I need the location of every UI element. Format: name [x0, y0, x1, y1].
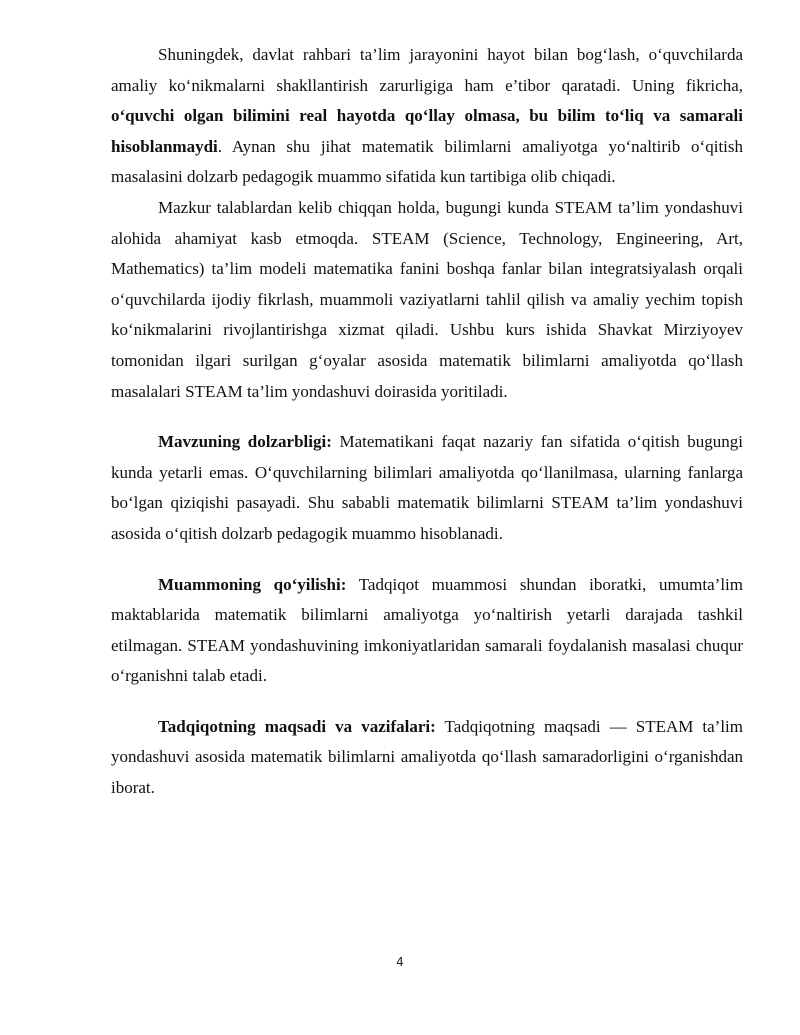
goals-text: Tadqiqotning maqsadi — STEAM ta’lim yondashuvi asosida matematik bilimlarni amaliyotda qo‘llash samaradorligini o‘rganishdan iborat.: [111, 716, 743, 798]
paragraph-relevance: [111, 427, 743, 549]
paragraph-intro: [111, 40, 743, 193]
paragraph-problem: [111, 570, 743, 692]
paragraph-intro-text-b: . Aynan shu jihat matematik bilimlarni amaliyotga yo‘naltirib o‘qitish masalasini dolzarb pedagogik muammo sifatida kun tartibiga olib chiqadi.: [111, 136, 743, 187]
goals-heading: Tadqiqotning maqsadi va vazifalari:: [158, 716, 436, 736]
page-number: 4: [396, 955, 404, 969]
problem-text: Tadqiqot muammosi shundan iboratki, umumta’lim maktablarida matematik bilimlarni amaliyotga yo‘naltirish yetarli darajada tashkil etilmagan. STEAM yondashuvining imkoniyatlaridan samarali foydalanish masalasi chuqur o‘rganishni talab etadi.: [111, 574, 743, 686]
paragraph-goals: [111, 712, 743, 804]
paragraph-intro-bold-quote: o‘quvchi olgan bilimini real hayotda qo‘llay olmasa, bu bilim to‘liq va samarali hisoblanmaydi: [111, 106, 743, 156]
paragraph-steam-text: Mazkur talablardan kelib chiqqan holda, bugungi kunda STEAM ta’lim yondashuvi alohida ahamiyat kasb etmoqda. STEAM (Science, Technology, Engineering, Art, Mathematics) ta’lim modeli matematika fanini boshqa fanlar bilan integratsiyalash orqali o‘quvchilarda ijodiy fikrlash, muammoli vaziyatlarni tahlil qilish va amaliy yechim topish ko‘nikmalarini rivojlantirishga xizmat qiladi. Ushbu kurs ishida Shavkat Mirziyoyev tomonidan ilgari surilgan g‘oyalar asosida matematik bilimlarni amaliyotda qo‘llash masalalari STEAM ta’lim yondashuvi doirasida yoritiladi.: [111, 197, 743, 401]
document-page: [111, 40, 743, 804]
problem-heading: Muammoning qo‘yilishi:: [158, 574, 347, 594]
paragraph-intro-text-a: Shuningdek, davlat rahbari ta’lim jarayonini hayot bilan bog‘lash, o‘quvchilarda amaliy ko‘nikmalarni shakllantirish zarurligiga ham e’tibor qaratadi. Uning fikricha,: [111, 45, 743, 95]
relevance-text: Matematikani faqat nazariy fan sifatida o‘qitish bugungi kunda yetarli emas. O‘quvchilarning bilimlari amaliyotda qo‘llanilmasa, ularning fanlarga bo‘lgan qiziqishi pasayadi. Shu sababli matematik bilimlarni STEAM ta’lim yondashuvi asosida o‘qitish dolzarb pedagogik muammo hisoblanadi.: [111, 432, 744, 543]
paragraph-steam: [111, 193, 743, 407]
relevance-heading: Mavzuning dolzarbligi:: [158, 432, 332, 452]
